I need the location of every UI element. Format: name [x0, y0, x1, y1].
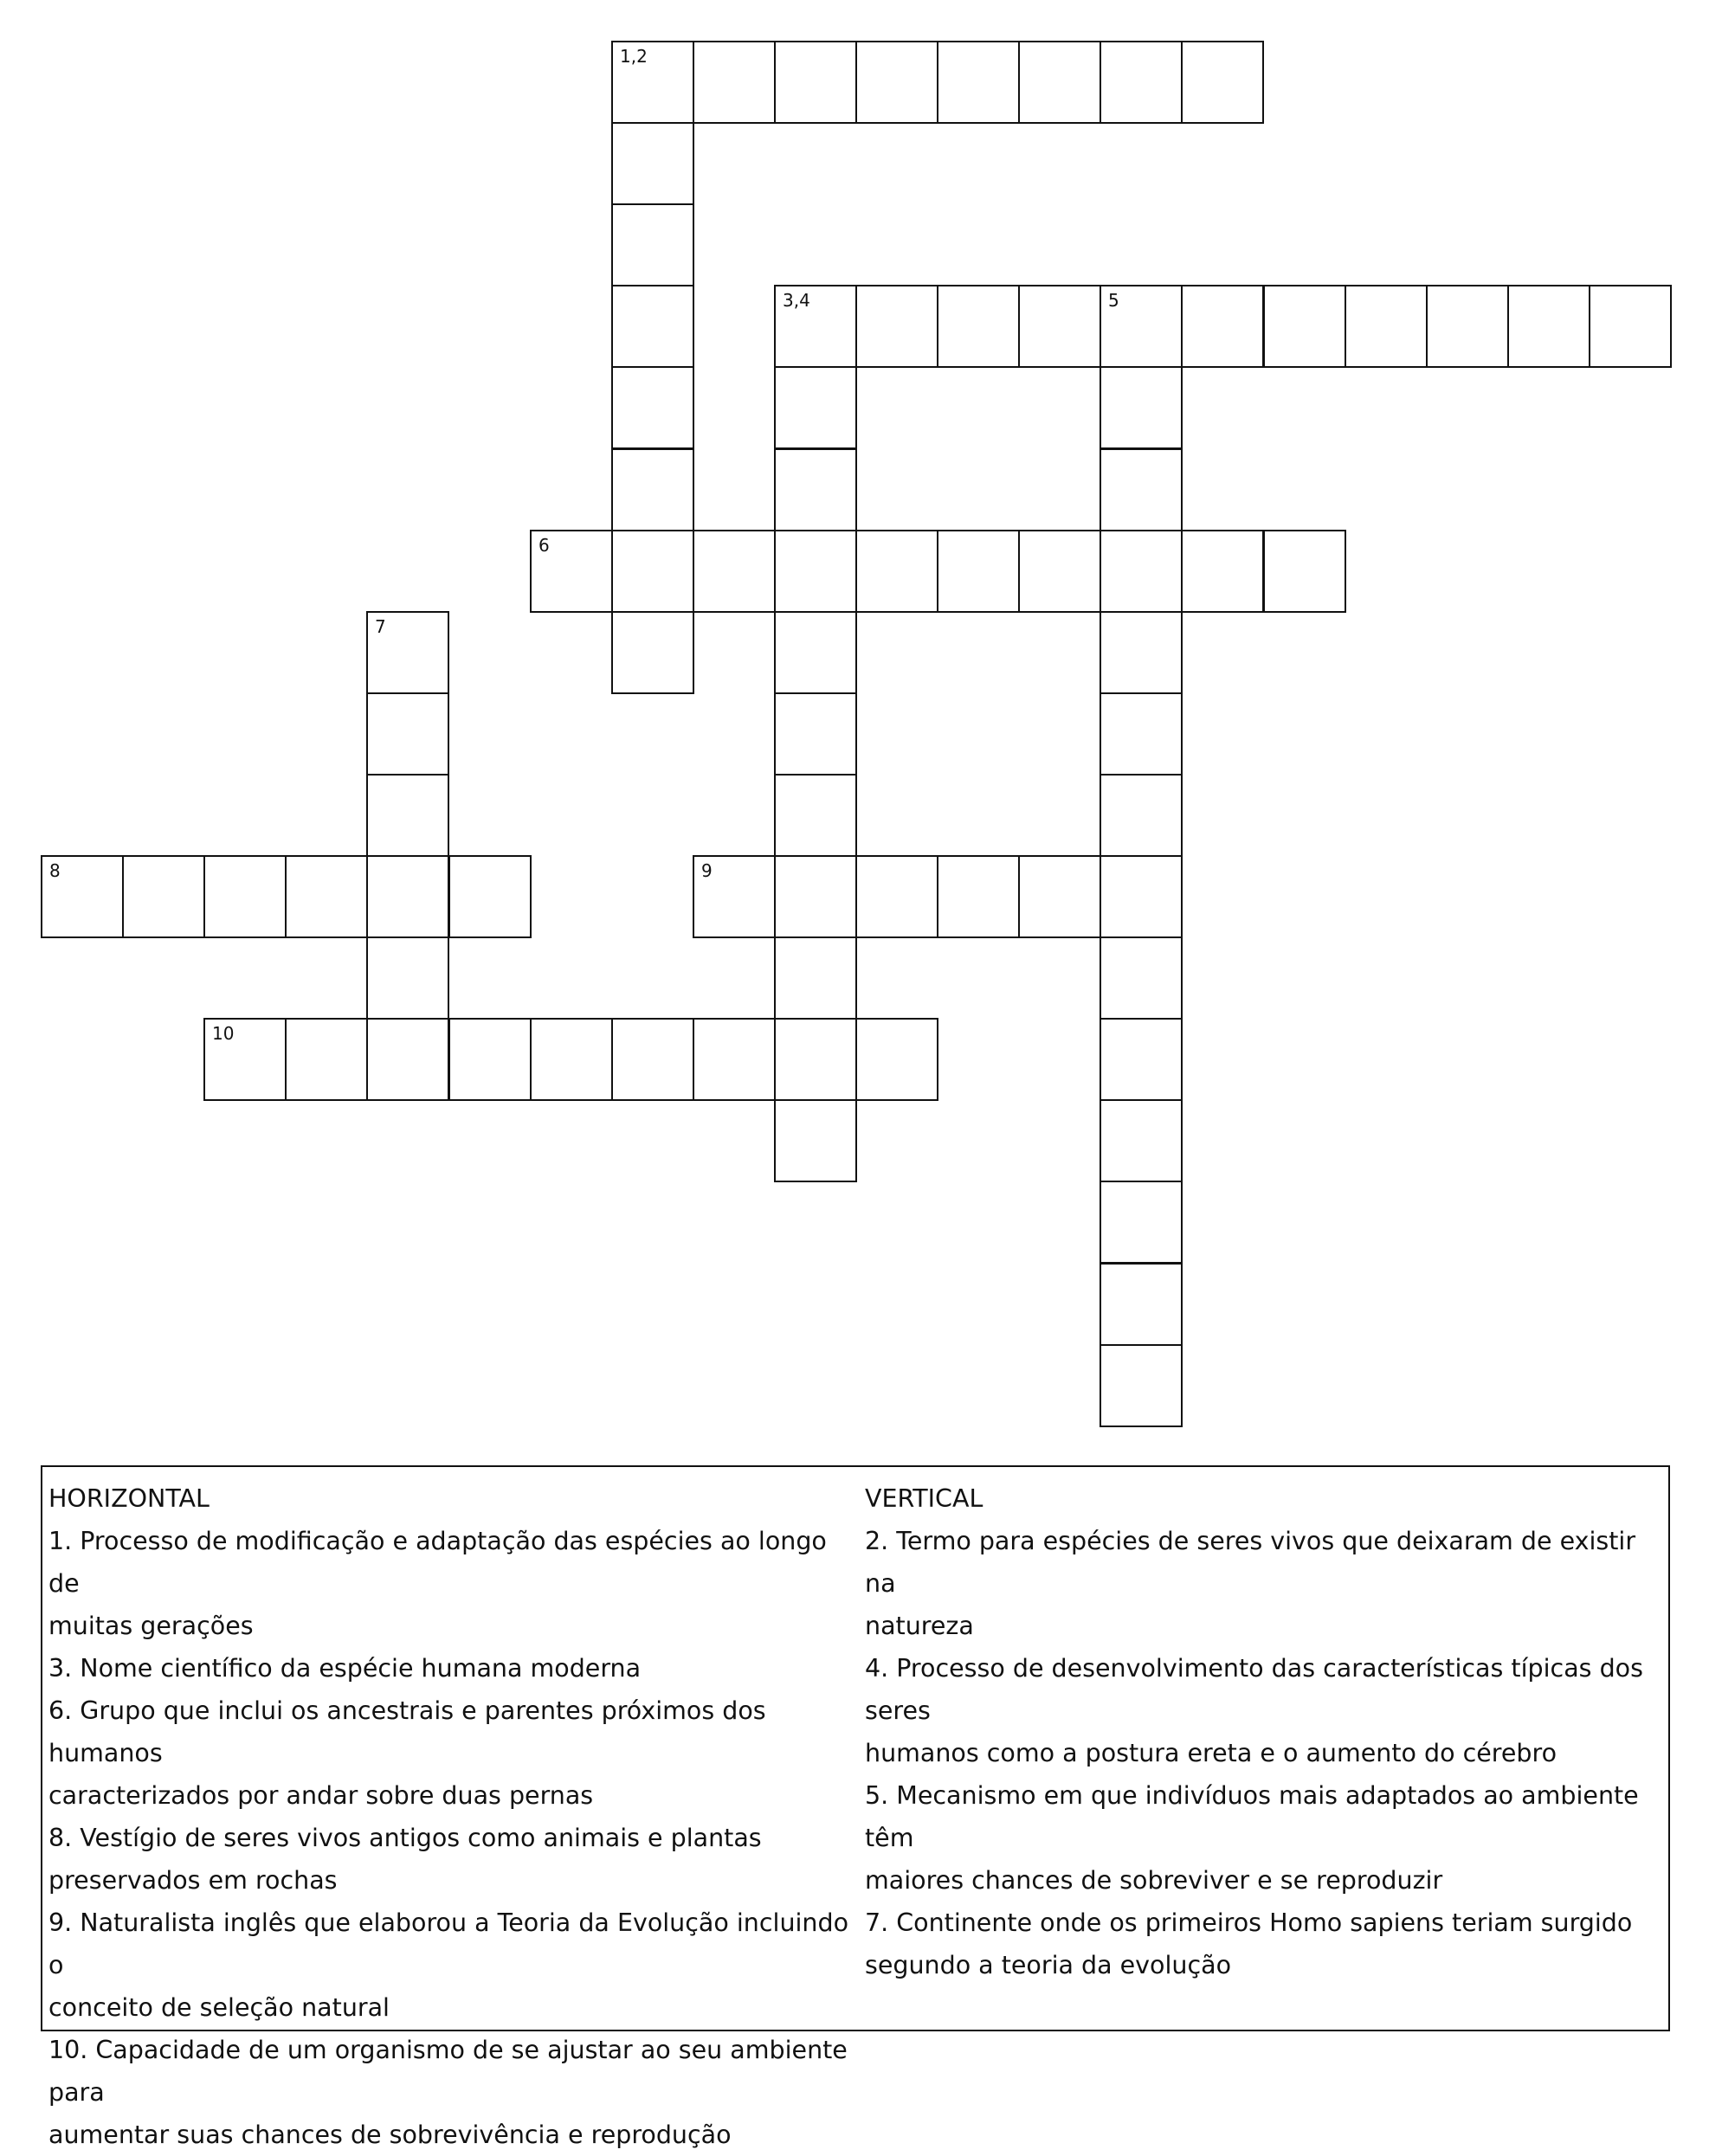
crossword-cell[interactable] [937, 530, 1020, 613]
numbered-cell[interactable] [366, 611, 449, 694]
crossword-cell[interactable] [855, 855, 938, 938]
horizontal-heading: HORIZONTAL [48, 1484, 210, 1513]
crossword-cell[interactable] [693, 530, 776, 613]
numbered-cell[interactable] [774, 285, 857, 368]
crossword-cell[interactable] [1100, 774, 1183, 857]
crossword-cell[interactable] [1100, 1263, 1183, 1346]
crossword-cell[interactable] [1263, 530, 1346, 613]
crossword-cell[interactable] [937, 855, 1020, 938]
crossword-cell[interactable] [1018, 285, 1101, 368]
crossword-cell[interactable] [1100, 448, 1183, 531]
crossword-cell[interactable] [937, 41, 1020, 124]
crossword-cell[interactable] [366, 774, 449, 857]
clue-number: 3,4 [783, 290, 810, 311]
clue-line: aumentar suas chances de sobrevivência e reprodução [48, 2121, 732, 2149]
clue-line: 1. Processo de modificação e adaptação das espécies ao longo de [48, 1527, 827, 1598]
clue-line: 9. Naturalista inglês que elaborou a Teoria da Evolução incluindo o [48, 1908, 849, 1979]
crossword-cell[interactable] [1181, 41, 1264, 124]
crossword-cell[interactable] [203, 855, 287, 938]
clue-line: 10. Capacidade de um organismo de se ajustar ao seu ambiente para [48, 2036, 848, 2107]
clue-line: 4. Processo de desenvolvimento das características típicas dos seres [865, 1654, 1643, 1725]
vertical-heading: VERTICAL [865, 1484, 983, 1513]
clue-number: 7 [375, 616, 386, 637]
numbered-cell[interactable] [530, 530, 613, 613]
clue-line: 5. Mecanismo em que indivíduos mais adaptados ao ambiente têm [865, 1781, 1639, 1852]
crossword-cell[interactable] [1100, 1018, 1183, 1101]
crossword-cell[interactable] [1181, 285, 1264, 368]
crossword-cell[interactable] [1345, 285, 1428, 368]
crossword-cell[interactable] [937, 285, 1020, 368]
clues-panel [41, 1465, 1670, 2149]
clue-line: 8. Vestígio de seres vivos antigos como animais e plantas [48, 1824, 762, 1852]
crossword-cell[interactable] [530, 1018, 613, 1101]
clue-line: natureza [865, 1612, 974, 1640]
crossword-cell[interactable] [1100, 1099, 1183, 1182]
crossword-cell[interactable] [611, 203, 694, 286]
crossword-cell[interactable] [366, 1018, 449, 1101]
crossword-cell[interactable] [611, 448, 694, 531]
crossword-cell[interactable] [1181, 530, 1264, 613]
crossword-cell[interactable] [1100, 1344, 1183, 1427]
crossword-cell[interactable] [285, 1018, 368, 1101]
crossword-cell[interactable] [855, 285, 938, 368]
numbered-cell[interactable] [203, 1018, 287, 1101]
numbered-cell[interactable] [41, 855, 124, 938]
crossword-cell[interactable] [855, 41, 938, 124]
crossword-cell[interactable] [774, 936, 857, 1020]
crossword-cell[interactable] [448, 855, 532, 938]
crossword-cell[interactable] [693, 1018, 776, 1101]
crossword-cell[interactable] [693, 41, 776, 124]
crossword-cell[interactable] [366, 692, 449, 776]
crossword-cell[interactable] [855, 530, 938, 613]
clue-line: caracterizados por andar sobre duas pernas [48, 1781, 594, 1810]
crossword-cell[interactable] [774, 448, 857, 531]
crossword-cell[interactable] [611, 366, 694, 449]
crossword-cell[interactable] [611, 285, 694, 368]
crossword-cell[interactable] [1100, 936, 1183, 1020]
vertical-clues [865, 1477, 1666, 1986]
crossword-cell[interactable] [855, 1018, 938, 1101]
clue-line: segundo a teoria da evolução [865, 1951, 1232, 1979]
numbered-cell[interactable] [1100, 285, 1183, 368]
crossword-cell[interactable] [774, 41, 857, 124]
crossword-cell[interactable] [1100, 855, 1183, 938]
clue-line: conceito de seleção natural [48, 1993, 390, 2022]
clue-line: preservados em rochas [48, 1866, 338, 1895]
clue-number: 5 [1108, 290, 1119, 311]
crossword-cell[interactable] [448, 1018, 532, 1101]
clue-line: muitas gerações [48, 1612, 254, 1640]
clue-line: 7. Continente onde os primeiros Homo sapiens teriam surgido [865, 1908, 1633, 1937]
crossword-cell[interactable] [1100, 366, 1183, 449]
crossword-cell[interactable] [774, 692, 857, 776]
crossword-cell[interactable] [774, 855, 857, 938]
clue-number: 6 [538, 535, 550, 556]
crossword-cell[interactable] [1100, 530, 1183, 613]
crossword-cell[interactable] [1100, 611, 1183, 694]
crossword-cell[interactable] [774, 1099, 857, 1182]
clue-number: 8 [49, 860, 61, 881]
crossword-cell[interactable] [611, 122, 694, 205]
clue-line: maiores chances de sobreviver e se reproduzir [865, 1866, 1443, 1895]
crossword-cell[interactable] [1018, 530, 1101, 613]
crossword-cell[interactable] [1589, 285, 1672, 368]
crossword-cell[interactable] [611, 1018, 694, 1101]
clue-number: 9 [701, 860, 713, 881]
clue-line: humanos como a postura ereta e o aumento do cérebro [865, 1739, 1557, 1767]
crossword-cell[interactable] [774, 774, 857, 857]
crossword-cell[interactable] [122, 855, 205, 938]
numbered-cell[interactable] [693, 855, 776, 938]
clue-number: 10 [212, 1023, 235, 1044]
clue-line: 2. Termo para espécies de seres vivos que deixaram de existir na [865, 1527, 1636, 1598]
clue-number: 1,2 [620, 46, 648, 67]
crossword-cell[interactable] [611, 611, 694, 694]
crossword-cell[interactable] [1018, 41, 1101, 124]
crossword-cell[interactable] [774, 366, 857, 449]
crossword-cell[interactable] [1263, 285, 1346, 368]
crossword-cell[interactable] [1100, 692, 1183, 776]
crossword-cell[interactable] [611, 530, 694, 613]
crossword-cell[interactable] [1018, 855, 1101, 938]
crossword-cell[interactable] [366, 855, 449, 938]
crossword-cell[interactable] [366, 936, 449, 1020]
numbered-cell[interactable] [611, 41, 694, 124]
horizontal-clues [48, 1477, 862, 2156]
clue-line: 6. Grupo que inclui os ancestrais e parentes próximos dos humanos [48, 1696, 766, 1767]
crossword-cell[interactable] [1100, 1181, 1183, 1264]
crossword-cell[interactable] [1426, 285, 1509, 368]
crossword-cell[interactable] [1100, 41, 1183, 124]
crossword-cell[interactable] [774, 1018, 857, 1101]
crossword-cell[interactable] [1507, 285, 1590, 368]
crossword-cell[interactable] [774, 611, 857, 694]
crossword-cell[interactable] [774, 530, 857, 613]
clue-line: 3. Nome científico da espécie humana moderna [48, 1654, 642, 1683]
crossword-cell[interactable] [285, 855, 368, 938]
